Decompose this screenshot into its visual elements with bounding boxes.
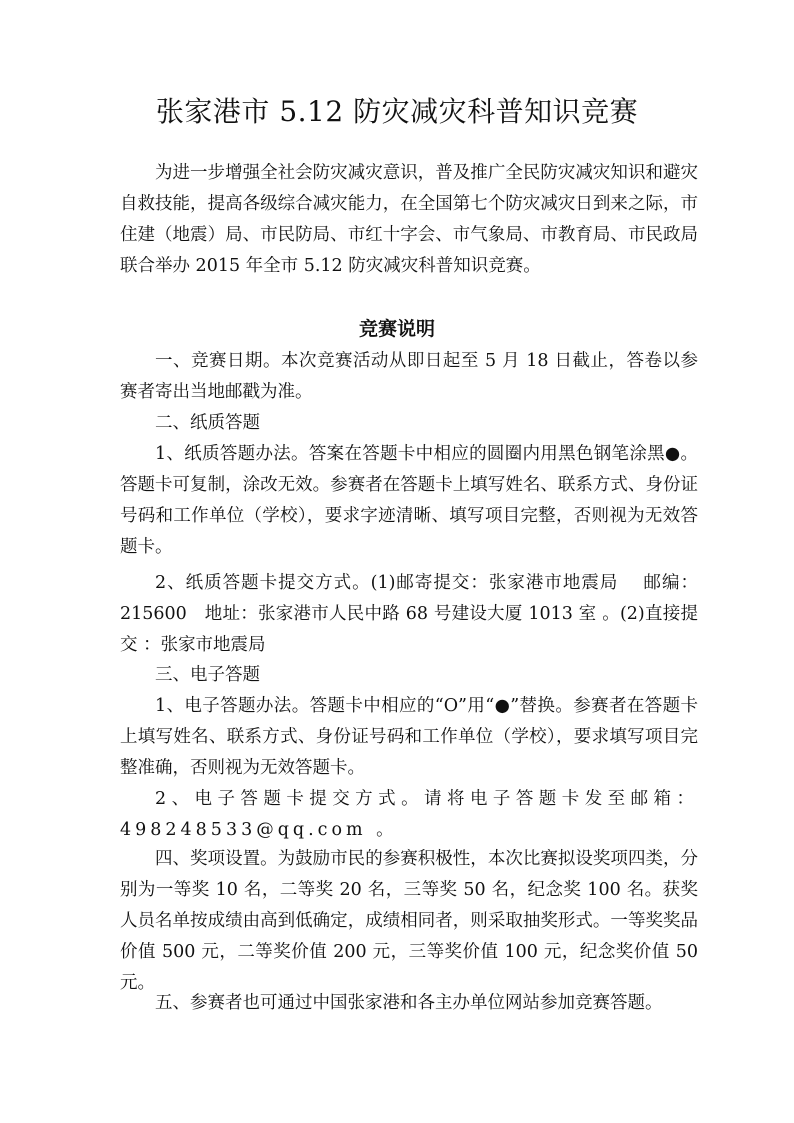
item-paper-heading: 二、纸质答题 (155, 413, 260, 433)
section-heading: 竞赛说明 (358, 318, 435, 340)
intro-paragraph: 为进一步增强全社会防灾减灾意识，普及推广全民防灾减灾知识和避灾自救技能，提高各级综合减灾能力，在全国第七个防灾减灾日到来之际，市住建（地震）局、市民防局、市红十字会、市气象局、市教育局、市民政局联合举办 2015 年全市 5.12 防灾减灾科普知识竞赛。 (120, 163, 698, 276)
item-paper-submit-paragraph: 2、纸质答题卡提交方式。(1)邮寄提交：张家港市地震局 邮编：215600 地址：张家港市人民中路 68 号建设大厦 1013 室 。(2)直接提交 ：张家市地震局 (120, 573, 698, 655)
item-date-paragraph: 一、竞赛日期。本次竞赛活动从即日起至 5 月 18 日截止，答卷以参赛者寄出当地邮戳为准。 (120, 351, 698, 402)
item-online-paragraph: 五、参赛者也可通过中国张家港和各主办单位网站参加竞赛答题。 (155, 993, 663, 1013)
item-electronic-heading: 三、电子答题 (155, 665, 260, 685)
item-electronic-method-paragraph: 1、电子答题办法。答题卡中相应的“O”用“●”替换。参赛者在答题卡上填写姓名、联系方式、身份证号码和工作单位（学校），要求填写项目完整准确，否则视为无效答题卡。 (120, 696, 698, 778)
document-title: 张家港市 5.12 防灾减灾科普知识竞赛 (155, 95, 639, 128)
item-electronic-submit-paragraph: 2、电子答题卡提交方式。请将电子答题卡发至邮箱：498248533@qq.com 。 (120, 789, 698, 840)
item-awards-paragraph: 四、奖项设置。为鼓励市民的参赛积极性，本次比赛拟设奖项四类，分别为一等奖 10 名，二等奖 20 名，三等奖 50 名，纪念奖 100 名。获奖人员名单按成绩由高到低确定，成绩相同者，则采取抽奖形式。一等奖奖品价值 500 元，二等奖价值 200 元，三等奖价值 100 元，纪念奖价值 50 元。 (120, 849, 698, 993)
item-paper-method-paragraph: 1、纸质答题办法。答案在答题卡中相应的圆圈内用黑色钢笔涂黑●。答题卡可复制，涂改无效。参赛者在答题卡上填写姓名、联系方式、身份证号码和工作单位（学校），要求字迹清晰、填写项目完整，否则视为无效答题卡。 (120, 444, 698, 557)
